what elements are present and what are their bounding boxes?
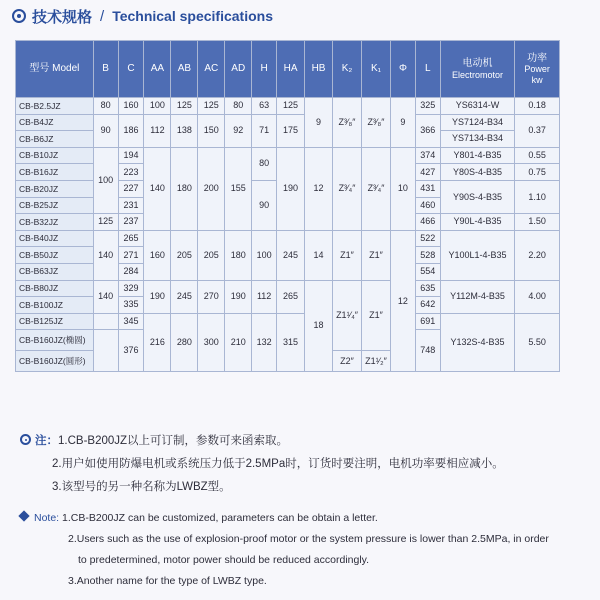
ab-cell: 205 [171,230,198,280]
l-cell: 635 [415,280,440,297]
l-cell: 466 [415,214,440,231]
power-cell: 0.18 [515,98,560,115]
notes-en-block [20,508,590,592]
ac-cell: 270 [198,280,225,313]
c-cell: 335 [118,297,144,314]
l-cell: 748 [415,330,440,372]
model-cell: CB-B125JZ [16,313,94,330]
note-cn-label: 注 [35,435,47,447]
note-cn-line [20,430,590,453]
table-row [16,147,560,164]
motor-cell: Y80S-4-B35 [440,164,515,181]
power-en: Power [524,64,550,75]
note-en-line [20,571,590,592]
aa-cell: 190 [144,280,171,313]
note-en-label: Note: [34,512,60,524]
hb-cell: 9 [305,98,333,148]
l-cell: 691 [415,313,440,330]
ad-cell: 180 [225,230,252,280]
model-cell: CB-B50JZ [16,247,94,264]
aa-cell: 216 [144,313,171,372]
power-cell: 1.10 [515,180,560,213]
ab-cell: 125 [171,98,198,115]
note-cn-line [20,453,590,476]
h-cell: 80 [252,147,277,180]
hb-cell: 18 [305,280,333,372]
power-cell: 2.20 [515,230,560,280]
l-cell: 374 [415,147,440,164]
motor-cell: YS7124-B34 [440,114,515,131]
c-cell: 376 [118,330,144,372]
title-en: Technical specifications [112,8,273,24]
power-cell: 0.75 [515,164,560,181]
l-cell: 642 [415,297,440,314]
aa-cell: 100 [144,98,171,115]
ha-cell: 265 [277,280,305,313]
table-row [16,230,560,247]
ab-cell: 180 [171,147,198,230]
motor-cell: Y90L-4-B35 [440,214,515,231]
ad-cell: 80 [225,98,252,115]
k1-cell: Z³⁄₄″ [362,147,391,230]
h-cell: 112 [252,280,277,313]
note-en-item: 2.Users such as the use of explosion-proof motor or the system pressure is lower than 2.5MPa, in order [68,533,549,545]
c-cell: 284 [118,263,144,280]
c-cell: 271 [118,247,144,264]
col-model: 型号 Model [16,41,94,98]
note-cn-item: 1.CB-B200JZ以上可订制，参数可来函索取。 [58,435,289,447]
power-cell: 0.55 [515,147,560,164]
k1-cell: Z³⁄₈″ [362,98,391,148]
k2-cell: Z2″ [333,351,362,372]
col-ab: AB [171,41,198,98]
b-cell: 140 [93,230,118,280]
col-b: B [93,41,118,98]
table-row [16,114,560,131]
h-cell: 132 [252,313,277,372]
ab-cell: 280 [171,313,198,372]
col-k1: K₁ [362,41,391,98]
phi-cell: 10 [391,147,416,230]
aa-cell: 140 [144,147,171,230]
motor-cell: YS6314-W [440,98,515,115]
l-cell: 325 [415,98,440,115]
col-power [515,41,560,98]
l-cell: 460 [415,197,440,214]
model-cell: CB-B40JZ [16,230,94,247]
col-aa: AA [144,41,171,98]
c-cell: 160 [118,98,144,115]
k1-cell: Z1″ [362,280,391,351]
k2-cell: Z³⁄₄″ [333,147,362,230]
ad-cell: 92 [225,114,252,147]
l-cell: 528 [415,247,440,264]
model-cell: CB-B6JZ [16,131,94,148]
h-cell: 90 [252,180,277,230]
phi-cell: 12 [391,230,416,372]
l-cell: 554 [415,263,440,280]
motor-cell: Y112M-4-B35 [440,280,515,313]
note-en-line [20,508,590,529]
c-cell: 329 [118,280,144,297]
model-cell: CB-B63JZ [16,263,94,280]
spec-table [15,40,560,372]
k2-cell: Z1¹⁄₄″ [333,280,362,351]
ha-cell: 245 [277,230,305,280]
col-ac: AC [198,41,225,98]
model-cell: CB-B32JZ [16,214,94,231]
c-cell: 265 [118,230,144,247]
power-cell: 5.50 [515,313,560,372]
l-cell: 427 [415,164,440,181]
table-header-row [16,41,560,98]
power-cell: 4.00 [515,280,560,313]
model-cell: CB-B10JZ [16,147,94,164]
ac-cell: 205 [198,230,225,280]
title-separator: / [100,7,105,25]
b-cell-empty [93,330,118,372]
col-hb: HB [305,41,333,98]
model-cell: CB-B4JZ [16,114,94,131]
ab-cell: 138 [171,114,198,147]
col-ad: AD [225,41,252,98]
b-cell: 80 [93,98,118,115]
h-cell: 63 [252,98,277,115]
motor-cn: 电动机 [462,58,493,70]
note-cn-colon: ： [46,435,58,447]
hb-cell: 12 [305,147,333,230]
diamond-icon [18,510,29,521]
ac-cell: 125 [198,98,225,115]
col-motor [440,41,515,98]
model-cell: CB-B16JZ [16,164,94,181]
ac-cell: 300 [198,313,225,372]
c-cell: 223 [118,164,144,181]
col-k2: K₂ [333,41,362,98]
ad-cell: 155 [225,147,252,230]
l-cell: 522 [415,230,440,247]
ad-cell: 190 [225,280,252,313]
model-cell: CB-B20JZ [16,180,94,197]
note-en-item: 3.Another name for the type of LWBZ type. [68,575,267,587]
ha-cell: 125 [277,98,305,115]
model-cell: CB-B160JZ(圆形) [16,351,94,372]
aa-cell: 112 [144,114,171,147]
ab-cell: 245 [171,280,198,313]
b-cell-empty [93,313,118,330]
c-cell: 227 [118,180,144,197]
h-cell: 100 [252,230,277,280]
motor-cell: YS7134-B34 [440,131,515,148]
notes-section [20,430,590,592]
col-ha: HA [277,41,305,98]
aa-cell: 160 [144,230,171,280]
motor-cell: Y100L1-4-B35 [440,230,515,280]
b-cell: 140 [93,280,118,313]
c-cell: 194 [118,147,144,164]
table-row [16,280,560,297]
section-title [12,4,273,28]
c-cell: 186 [118,114,144,147]
b-cell: 100 [93,147,118,213]
table-row [16,98,560,115]
l-cell: 366 [415,114,440,147]
power-cell: 0.37 [515,114,560,147]
power-unit: kw [531,74,543,85]
col-h: H [252,41,277,98]
table-row [16,313,560,330]
c-cell: 237 [118,214,144,231]
note-en-line [20,550,590,571]
b-cell: 125 [93,214,118,231]
ac-cell: 150 [198,114,225,147]
note-en-line [20,529,590,550]
model-cell: CB-B160JZ(椭圆) [16,330,94,351]
motor-en: Electromotor [452,69,504,80]
ha-cell: 315 [277,313,305,372]
col-phi: Φ [391,41,416,98]
col-l: L [415,41,440,98]
target-icon [20,434,31,445]
power-cn: 功率 [527,52,548,64]
col-c: C [118,41,144,98]
ha-cell: 175 [277,114,305,147]
hb-cell: 14 [305,230,333,280]
ad-cell: 210 [225,313,252,372]
k2-cell: Z1″ [333,230,362,280]
motor-cell: Y132S-4-B35 [440,313,515,372]
h-cell: 71 [252,114,277,147]
ha-cell: 190 [277,147,305,230]
note-cn-line [20,476,590,499]
k1-cell: Z1¹⁄₂″ [362,351,391,372]
target-icon [12,9,26,23]
model-cell: CB-B80JZ [16,280,94,297]
b-cell: 90 [93,114,118,147]
model-cell: CB-B2.5JZ [16,98,94,115]
note-en-item: 1.CB-B200JZ can be customized, parameters can be obtain a letter. [62,512,378,524]
note-cn-item: 3.该型号的另一种名称为LWBZ型。 [52,481,231,493]
motor-cell: Y801-4-B35 [440,147,515,164]
phi-cell: 9 [391,98,416,148]
power-cell: 1.50 [515,214,560,231]
l-cell: 431 [415,180,440,197]
k2-cell: Z³⁄₈″ [333,98,362,148]
title-cn: 技术规格 [32,8,93,26]
model-cell: CB-B25JZ [16,197,94,214]
motor-cell: Y90S-4-B35 [440,180,515,213]
note-en-item: to predetermined, motor power should be reduced accordingly. [78,554,370,566]
k1-cell: Z1″ [362,230,391,280]
c-cell: 231 [118,197,144,214]
note-cn-item: 2.用户如使用防爆电机或系统压力低于2.5MPa时，订货时要注明，电机功率要相应减小。 [52,458,504,470]
ac-cell: 200 [198,147,225,230]
c-cell: 345 [118,313,144,330]
model-cell: CB-B100JZ [16,297,94,314]
